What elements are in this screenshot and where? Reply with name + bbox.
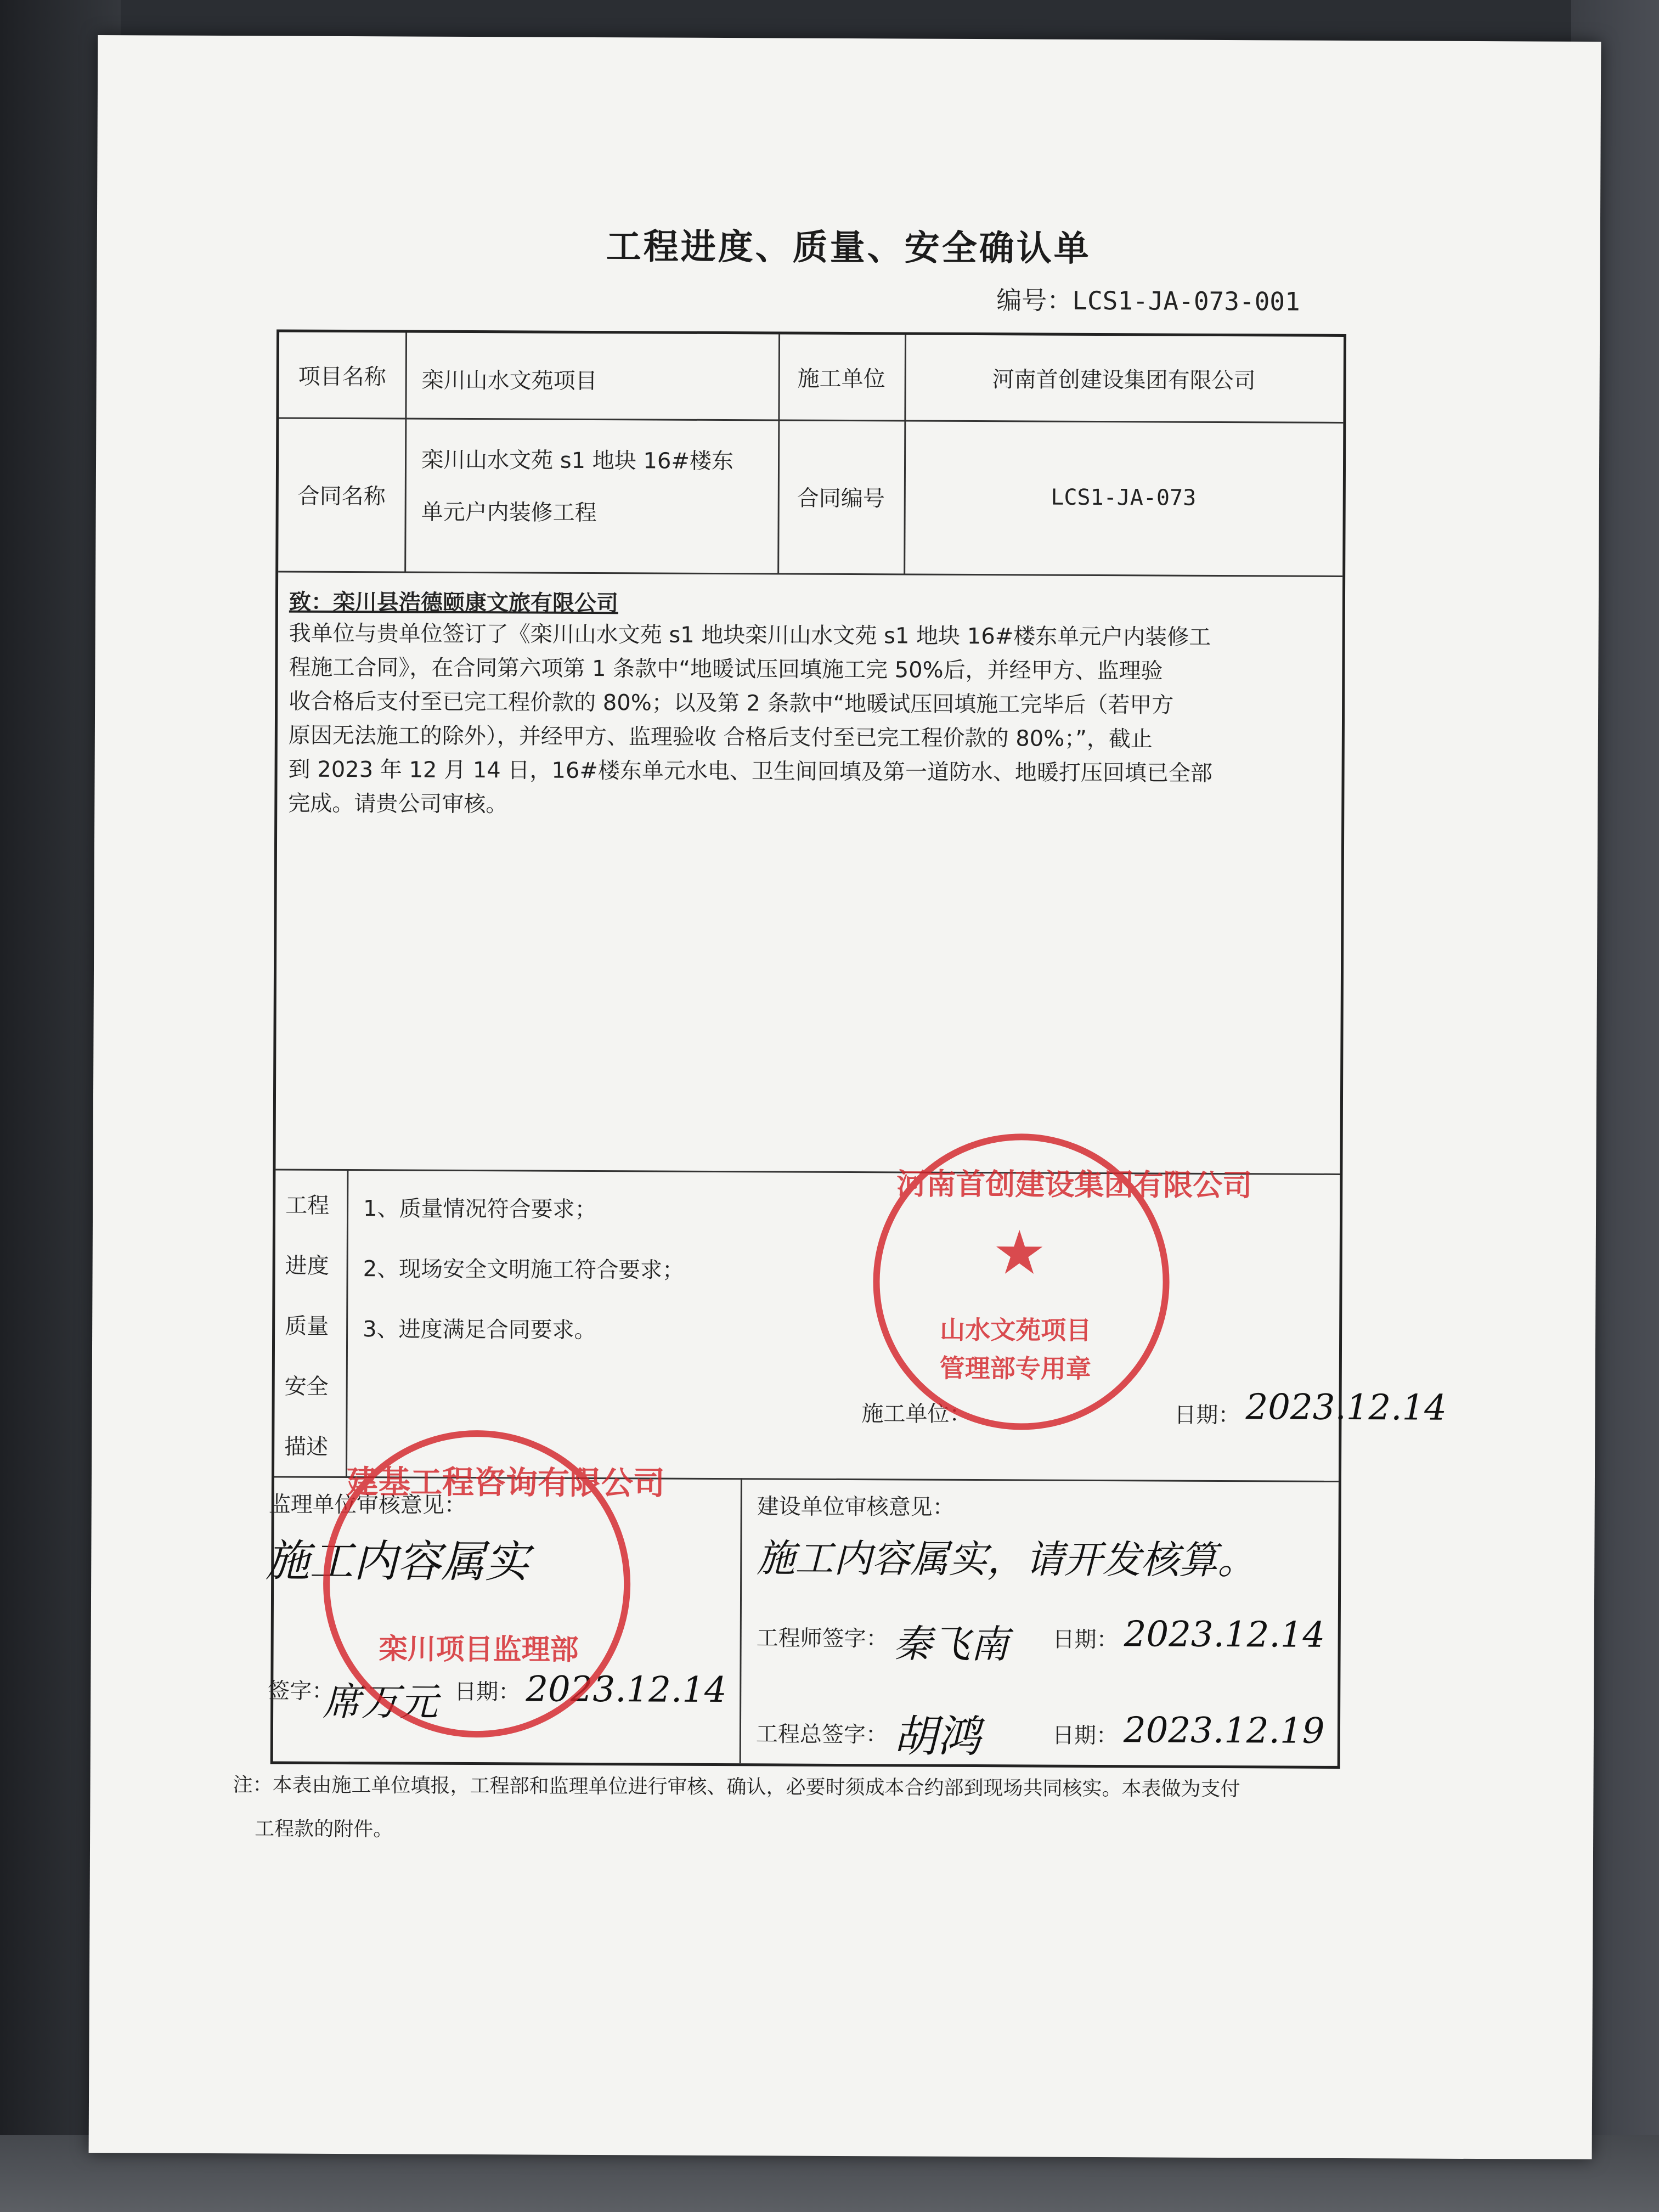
letter-line: 收合格后支付至已完工程价款的 80%；以及第 2 条款中“地暖试压回填施工完毕后（若甲方	[289, 689, 1174, 718]
letter-line: 原因无法施工的除外），并经甲方、监理验收 合格后支付至已完工程价款的 80%；”，截止	[288, 723, 1153, 752]
confirmation-form	[266, 329, 1447, 1768]
document-number	[996, 280, 1300, 318]
engineer-signature: 秦飞南	[893, 1621, 1009, 1667]
chief-date-label: 日期：	[1052, 1723, 1119, 1749]
contract-name-value-line2: 单元户内装修工程	[421, 499, 597, 526]
supervisor-date-label: 日期：	[454, 1679, 521, 1705]
supervisor-sign-label: 签字：	[268, 1678, 334, 1704]
contract-name-value-line1: 栾川山水文苑 s1 地块 16#楼东	[421, 447, 734, 475]
footnote-line1: 注：本表由施工单位填报，工程部和监理单位进行审核、确认，必要时须成本合约部到现场共同核实。本表做为支付	[233, 1774, 1240, 1801]
footnote-line2: 工程款的附件。	[255, 1818, 393, 1841]
status-item: 2、现场安全文明施工符合要求；	[363, 1256, 685, 1283]
supervisor-seal-ring-text: 建基工程咨询有限公司	[346, 1463, 665, 1502]
owner-opinion-label: 建设单位审核意见：	[757, 1494, 955, 1520]
chief-date-handwritten: 2023.12.19	[1123, 1710, 1325, 1752]
contractor-value: 河南首创建设集团有限公司	[992, 367, 1256, 394]
letter-line: 程施工合同》，在合同第六项第 1 条款中“地暖试压回填施工完 50%后，并经甲方、监理验	[289, 654, 1163, 684]
status-side-label: 进度	[285, 1253, 329, 1279]
supervisor-seal-inner: 栾川项目监理部	[379, 1633, 579, 1667]
supervisor-opinion-label: 监理单位审核意见：	[268, 1492, 466, 1518]
status-side-label: 质量	[285, 1313, 329, 1339]
contractor-seal-ring-text: 河南首创建设集团有限公司	[896, 1166, 1252, 1203]
contractor-sign-label: 施工单位：	[861, 1401, 972, 1427]
status-side-label: 描述	[284, 1434, 329, 1460]
chief-signature: 胡鸿	[893, 1711, 981, 1763]
project-name-value: 栾川山水文苑项目	[421, 368, 597, 394]
contract-number-label: 合同编号	[797, 486, 885, 511]
status-date-handwritten: 2023.12.14	[1245, 1387, 1447, 1429]
contractor-seal-inner-2: 管理部专用章	[939, 1353, 1091, 1384]
letter-line: 完成。请贵公司审核。	[288, 791, 508, 817]
status-date-label: 日期：	[1174, 1402, 1240, 1429]
status-item: 1、质量情况符合要求；	[363, 1196, 597, 1223]
contractor-seal-inner-1: 山水文苑项目	[940, 1314, 1092, 1345]
supervisor-opinion-handwritten: 施工内容属实	[266, 1535, 529, 1588]
contract-number-value: LCS1-JA-073	[1051, 484, 1197, 511]
supervisor-signature: 席万元	[323, 1679, 438, 1725]
supervisor-date-handwritten: 2023.12.14	[526, 1669, 727, 1711]
status-side-label: 安全	[284, 1374, 329, 1400]
supervisor-seal	[323, 1430, 665, 1738]
star-icon: ★	[992, 1217, 1047, 1288]
contractor-label: 施工单位	[797, 366, 885, 392]
document-sheet	[89, 35, 1601, 2159]
letter-body	[288, 617, 1331, 825]
document-number-value: LCS1-JA-073-001	[1072, 285, 1300, 317]
addressee: 致：栾川县浩德颐康文旅有限公司	[289, 589, 619, 617]
contract-name-label: 合同名称	[297, 483, 386, 509]
status-item: 3、进度满足合同要求。	[363, 1317, 596, 1344]
column-divider	[740, 1478, 742, 1763]
engineer-sign-label: 工程师签字：	[756, 1626, 888, 1652]
letter-line: 我单位与贵单位签订了《栾川山水文苑 s1 地块栾川山水文苑 s1 地块 16#楼东单元户内装修工	[289, 620, 1211, 650]
document-title: 工程进度、质量、安全确认单	[606, 227, 1091, 269]
owner-opinion-handwritten: 施工内容属实，请开发核算。	[757, 1536, 1256, 1583]
engineer-date-label: 日期：	[1052, 1627, 1119, 1653]
engineer-date-handwritten: 2023.12.14	[1124, 1614, 1325, 1656]
column-divider	[346, 1169, 348, 1476]
letter-line: 到 2023 年 12 月 14 日，16#楼东单元水电、卫生间回填及第一道防水、地暖打压回填已全部	[288, 757, 1212, 786]
status-side-label: 工程	[285, 1193, 330, 1218]
project-name-label: 项目名称	[298, 364, 386, 390]
document-number-label: 编号：	[996, 285, 1073, 315]
chief-sign-label: 工程总签字：	[755, 1722, 888, 1748]
